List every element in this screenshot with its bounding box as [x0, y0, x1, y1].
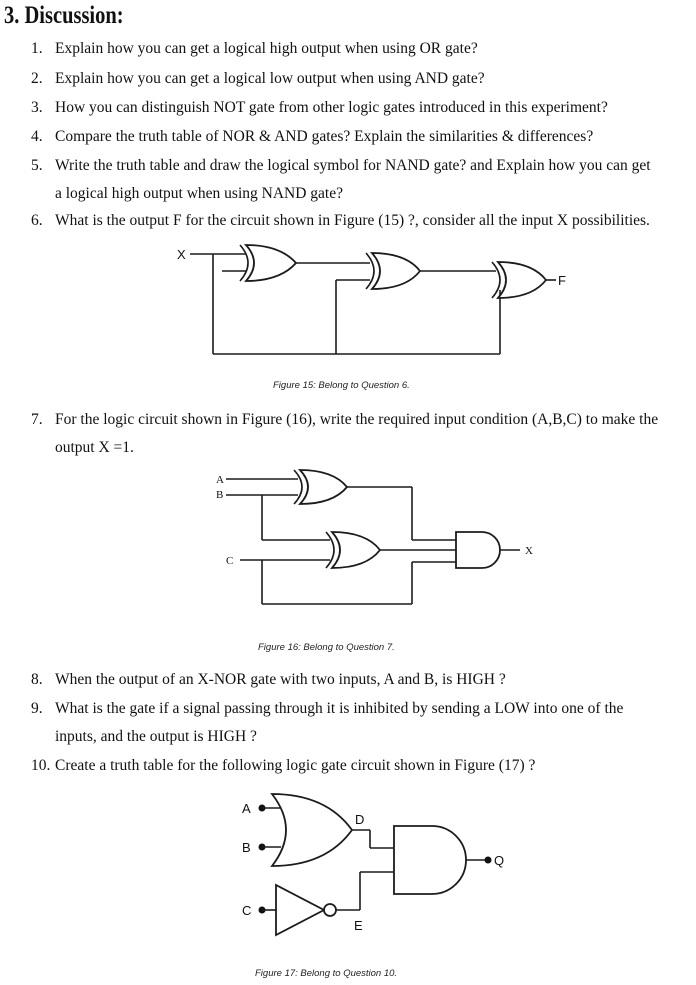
question-text-continued: inputs, and the output is HIGH ?: [55, 728, 257, 745]
section-title: 3. Discussion:: [4, 2, 124, 29]
question-text: What is the output F for the circuit shown in Figure (15) ?, consider all the input X possibilities.: [55, 212, 650, 229]
question-text-continued: output X =1.: [55, 439, 134, 456]
question-number: 2.: [31, 70, 43, 87]
fig15-input-label: X: [177, 247, 186, 262]
fig16-label-b: B: [216, 489, 224, 501]
question-number: 8.: [31, 671, 43, 688]
fig15-output-label: F: [558, 273, 566, 288]
question-number: 10.: [31, 757, 51, 774]
figure-17-caption: Figure 17: Belong to Question 10.: [255, 968, 398, 979]
or-gate: [272, 794, 352, 866]
question-number: 9.: [31, 700, 43, 717]
question-text: Explain how you can get a logical high output when using OR gate?: [55, 40, 478, 57]
figure-15-caption: Figure 15: Belong to Question 6.: [273, 380, 410, 391]
fig17-label-c: C: [242, 903, 252, 918]
question-number: 4.: [31, 128, 43, 145]
question-text: For the logic circuit shown in Figure (16), write the required input condition (A,B,C) to make the: [55, 411, 659, 428]
fig17-output-label: Q: [494, 853, 505, 868]
question-number: 6.: [31, 212, 43, 229]
and-gate: [394, 826, 466, 894]
question-text-continued: a logical high output when using NAND gate?: [55, 185, 343, 202]
question-number: 1.: [31, 40, 43, 57]
question-text: Write the truth table and draw the logical symbol for NAND gate? and Explain how you can get: [55, 157, 651, 174]
question-number: 7.: [31, 411, 43, 428]
question-text: Create a truth table for the following logic gate circuit shown in Figure (17) ?: [55, 757, 536, 774]
question-text: How you can distinguish NOT gate from other logic gates introduced in this experiment?: [55, 99, 608, 116]
fig16-label-c: C: [226, 555, 234, 567]
question-text: What is the gate if a signal passing through it is inhibited by sending a LOW into one of the: [55, 700, 624, 717]
not-gate: [276, 885, 324, 935]
fig17-label-b: B: [242, 840, 251, 855]
fig17-label-e: E: [354, 918, 363, 933]
not-gate-bubble: [324, 904, 336, 916]
question-text: Compare the truth table of NOR & AND gates? Explain the similarities & differences?: [55, 128, 594, 145]
question-number: 3.: [31, 99, 43, 116]
figure-16-caption: Figure 16: Belong to Question 7.: [258, 642, 395, 653]
question-text: When the output of an X-NOR gate with two inputs, A and B, is HIGH ?: [55, 671, 506, 688]
fig16-output-label: X: [525, 545, 533, 557]
fig17-label-d: D: [355, 812, 365, 827]
fig16-label-a: A: [216, 474, 224, 486]
fig17-label-a: A: [242, 801, 251, 816]
question-text: Explain how you can get a logical low output when using AND gate?: [55, 70, 485, 87]
question-number: 5.: [31, 157, 43, 174]
